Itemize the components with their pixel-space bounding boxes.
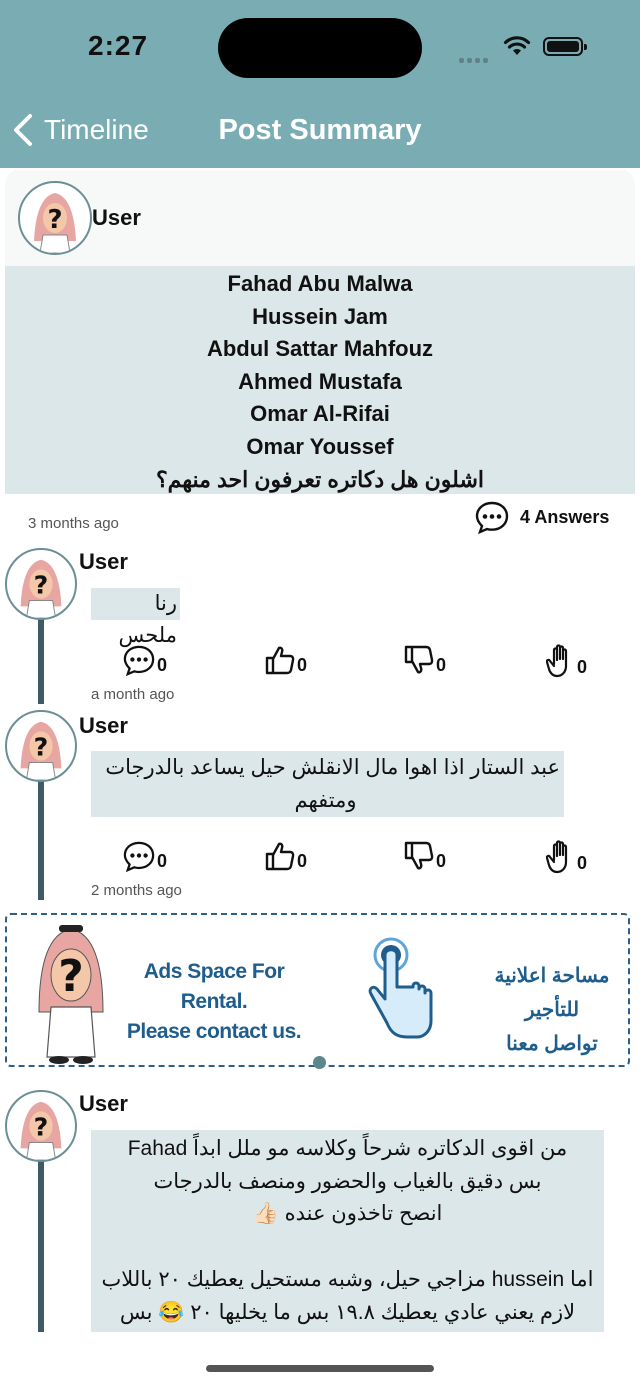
thread-line (38, 780, 44, 900)
page-title: Post Summary (218, 114, 422, 146)
comment-text-line: ومتفهم (294, 789, 357, 812)
dynamic-island (218, 18, 422, 78)
svg-text:?: ? (33, 732, 49, 762)
battery-icon (543, 37, 583, 56)
comment-bubble-icon (474, 500, 510, 534)
user-avatar-icon (7, 1092, 75, 1160)
reply-count: 0 (157, 655, 168, 675)
dislike-button[interactable] (403, 840, 446, 872)
post-header (5, 170, 635, 266)
comment-text-line: من اقوى الدكاتره شرحاً وكلاسه مو ملل ابداً Fahad (127, 1137, 568, 1160)
comment-text (91, 1130, 604, 1332)
thumbs-down-icon (403, 840, 435, 872)
comment-bubble-icon (122, 644, 156, 676)
like-button[interactable] (264, 644, 307, 676)
user-avatar-icon (20, 183, 90, 253)
comment-text: رنا ملحس (91, 588, 180, 620)
svg-text:?: ? (33, 570, 49, 600)
user-avatar-icon (7, 712, 75, 780)
ad-english-line: Ads Space For Rental. (143, 960, 285, 1013)
comment-text-line: عبد الستار اذا اهوا مال الانقلش حيل يساعد بالدرجات (105, 756, 560, 779)
raise-hand-count: 0 (577, 657, 588, 677)
post-line: Omar Al-Rifai (250, 401, 390, 427)
dislike-count: 0 (436, 655, 447, 675)
reply-button[interactable] (122, 644, 167, 676)
raise-hand-button[interactable] (546, 840, 587, 874)
thumbs-up-icon (264, 644, 296, 676)
wifi-icon (503, 36, 531, 56)
ad-arabic-text (477, 959, 627, 1061)
ad-english-text (119, 957, 309, 1047)
like-count: 0 (297, 851, 308, 871)
dislike-count: 0 (436, 851, 447, 871)
post-content (5, 266, 635, 494)
post-line: Hussein Jam (252, 303, 388, 329)
answers-count: 4 Answers (520, 506, 610, 527)
post-line: Ahmed Mustafa (238, 368, 402, 394)
svg-text:?: ? (47, 205, 63, 235)
avatar[interactable] (18, 181, 92, 255)
raised-hand-icon (546, 840, 576, 874)
raised-hand-icon (546, 644, 576, 678)
ad-mascot-icon (29, 917, 113, 1067)
post-line: Omar Youssef (246, 433, 394, 459)
like-count: 0 (297, 655, 308, 675)
answers-button[interactable] (474, 500, 609, 534)
like-button[interactable] (264, 840, 307, 872)
carousel-page-indicator[interactable] (313, 1056, 326, 1069)
svg-text:?: ? (58, 951, 84, 1002)
thumbs-up-icon (264, 840, 296, 872)
thread-line (38, 618, 44, 704)
comment-username[interactable]: User (79, 1091, 128, 1116)
ad-banner[interactable] (5, 913, 630, 1067)
comment-timestamp: 2 months ago (91, 882, 182, 899)
ad-arabic-line: مساحة اعلانية للتأجير (494, 965, 610, 1021)
post-username[interactable]: User (92, 205, 141, 230)
comment-bubble-icon (122, 840, 156, 872)
comment-username[interactable]: User (79, 713, 128, 738)
avatar[interactable] (5, 1090, 77, 1162)
pointing-hand-icon (365, 933, 435, 1045)
ad-arabic-line: تواصل معنا (506, 1033, 598, 1055)
post-line: Abdul Sattar Mahfouz (206, 336, 434, 362)
reply-button[interactable] (122, 840, 167, 872)
dislike-button[interactable] (403, 644, 446, 676)
raise-hand-count: 0 (577, 853, 588, 873)
comment-text-line (95, 1231, 600, 1264)
svg-text:?: ? (33, 1112, 49, 1142)
comment-timestamp: a month ago (91, 686, 175, 703)
ad-english-line: Please contact us. (126, 1020, 302, 1043)
reply-count: 0 (157, 851, 168, 871)
comment-username[interactable]: User (79, 549, 128, 574)
comment-text-line: لازم يعني عادي يعطيك ١٩.٨ بس ما يخليها ٢٠ 😂 بس (119, 1300, 576, 1324)
back-label: Timeline (44, 114, 149, 145)
post-line: اشلون هل دكاتره تعرفون احد منهم؟ (156, 466, 484, 492)
home-indicator[interactable] (206, 1365, 434, 1372)
avatar[interactable] (5, 710, 77, 782)
nav-header (0, 0, 640, 168)
comment-text-line: بس دقيق بالغياب والحضور ومنصف بالدرجات (153, 1169, 542, 1193)
status-time: 2:27 (88, 30, 149, 61)
post-line: Fahad Abu Malwa (227, 271, 413, 296)
thumbs-down-icon (403, 644, 435, 676)
post-timestamp: 3 months ago (28, 515, 119, 532)
comment-text (91, 751, 564, 817)
cellular-signal-icon (459, 50, 491, 68)
thread-line (38, 1160, 44, 1332)
comment-text-line: اما hussein مزاجي حيل، وشبه مستحيل يعطيك ٢٠ باللاب (101, 1267, 594, 1291)
comment-text-line: انصح تاخذون عنده 👍🏻 (252, 1202, 443, 1226)
raise-hand-button[interactable] (546, 644, 587, 678)
avatar[interactable] (5, 548, 77, 620)
user-avatar-icon (7, 550, 75, 618)
